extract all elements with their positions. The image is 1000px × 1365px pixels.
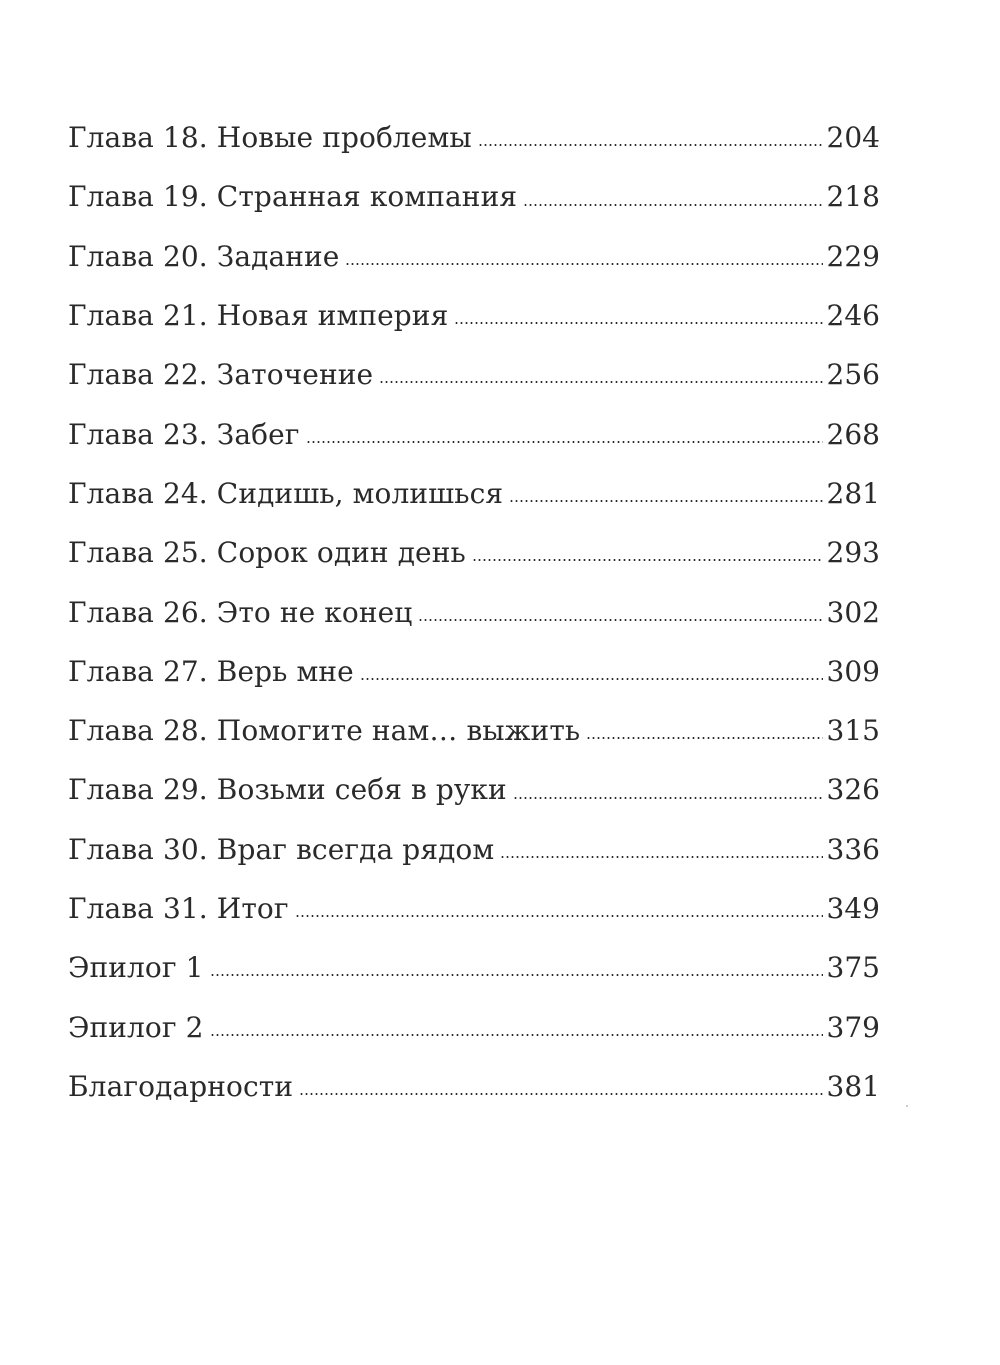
toc-entry-page-number: 218	[826, 180, 880, 214]
toc-entry-title: Глава 19. Странная компания	[68, 180, 518, 214]
toc-entry-page-number: 336	[826, 832, 880, 866]
toc-dot-leader	[586, 737, 822, 739]
toc-entry-page-number: 309	[826, 654, 880, 688]
toc-entry-chapter-27	[68, 639, 880, 698]
toc-entry-title: Благодарности	[68, 1069, 294, 1103]
toc-entry-page-number: 256	[826, 358, 880, 392]
toc-entry-page-number: 381	[826, 1069, 880, 1103]
toc-entry-title: Глава 30. Враг всегда рядом	[68, 832, 495, 866]
toc-entry-title: Глава 31. Итог	[68, 892, 289, 925]
toc-entry-page-number: 379	[826, 1010, 880, 1044]
table-of-contents	[68, 105, 880, 1113]
toc-entry-acknowledgements	[68, 1054, 880, 1113]
toc-entry-chapter-21	[68, 283, 880, 342]
toc-entry-title: Глава 23. Забег	[68, 417, 300, 451]
toc-entry-chapter-20	[68, 224, 880, 283]
toc-entry-chapter-22	[68, 342, 880, 401]
toc-dot-leader	[295, 915, 823, 917]
toc-entry-chapter-19	[68, 164, 880, 223]
toc-entry-chapter-24	[68, 461, 880, 520]
toc-entry-page-number: 204	[826, 121, 880, 155]
toc-entry-epilogue-1	[68, 935, 880, 994]
toc-dot-leader	[418, 619, 822, 621]
toc-entry-page-number: 349	[826, 892, 880, 925]
toc-entry-title: Глава 18. Новые проблемы	[68, 121, 472, 155]
toc-dot-leader	[454, 322, 822, 324]
toc-entry-chapter-30	[68, 817, 880, 876]
toc-entry-chapter-26	[68, 579, 880, 638]
toc-entry-page-number: 315	[826, 714, 880, 748]
toc-entry-page-number: 375	[826, 951, 880, 985]
toc-dot-leader	[306, 441, 823, 443]
toc-entry-chapter-28	[68, 698, 880, 757]
toc-dot-leader	[210, 1034, 823, 1036]
toc-entry-title: Глава 25. Сорок один день	[68, 536, 466, 570]
toc-entry-title: Глава 27. Верь мне	[68, 654, 354, 688]
toc-entry-chapter-18	[68, 105, 880, 164]
toc-entry-page-number: 268	[826, 417, 880, 451]
toc-entry-title: Глава 28. Помогите нам… выжить	[68, 714, 581, 748]
toc-entry-title: Глава 24. Сидишь, молишься	[68, 476, 504, 510]
toc-entry-title: Глава 21. Новая империя	[68, 299, 449, 333]
toc-entry-epilogue-2	[68, 994, 880, 1053]
toc-entry-page-number: 326	[826, 773, 880, 807]
toc-dot-leader	[210, 974, 823, 976]
toc-dot-leader	[509, 500, 822, 502]
toc-entry-title: Глава 26. Это не конец	[68, 595, 413, 629]
toc-entry-page-number: 302	[826, 595, 880, 629]
toc-entry-chapter-23	[68, 401, 880, 460]
toc-dot-leader	[478, 144, 823, 146]
toc-dot-leader	[513, 797, 823, 799]
paper-speck	[906, 1105, 908, 1107]
toc-entry-chapter-29	[68, 757, 880, 816]
toc-entry-chapter-31	[68, 876, 880, 935]
toc-entry-chapter-25	[68, 520, 880, 579]
toc-dot-leader	[299, 1093, 822, 1095]
toc-entry-page-number: 293	[826, 536, 880, 570]
toc-entry-page-number: 281	[826, 476, 880, 510]
toc-entry-page-number: 229	[826, 239, 880, 273]
toc-dot-leader	[472, 559, 823, 561]
toc-entry-page-number: 246	[826, 299, 880, 333]
toc-entry-title: Эпилог 1	[68, 951, 204, 985]
toc-dot-leader	[523, 204, 822, 206]
toc-entry-title: Эпилог 2	[68, 1010, 204, 1044]
toc-dot-leader	[500, 856, 822, 858]
toc-entry-title: Глава 20. Задание	[68, 239, 340, 273]
toc-dot-leader	[379, 381, 822, 383]
toc-entry-title: Глава 29. Возьми себя в руки	[68, 773, 507, 807]
toc-entry-title: Глава 22. Заточение	[68, 358, 374, 392]
toc-dot-leader	[360, 678, 823, 680]
toc-dot-leader	[345, 263, 822, 265]
